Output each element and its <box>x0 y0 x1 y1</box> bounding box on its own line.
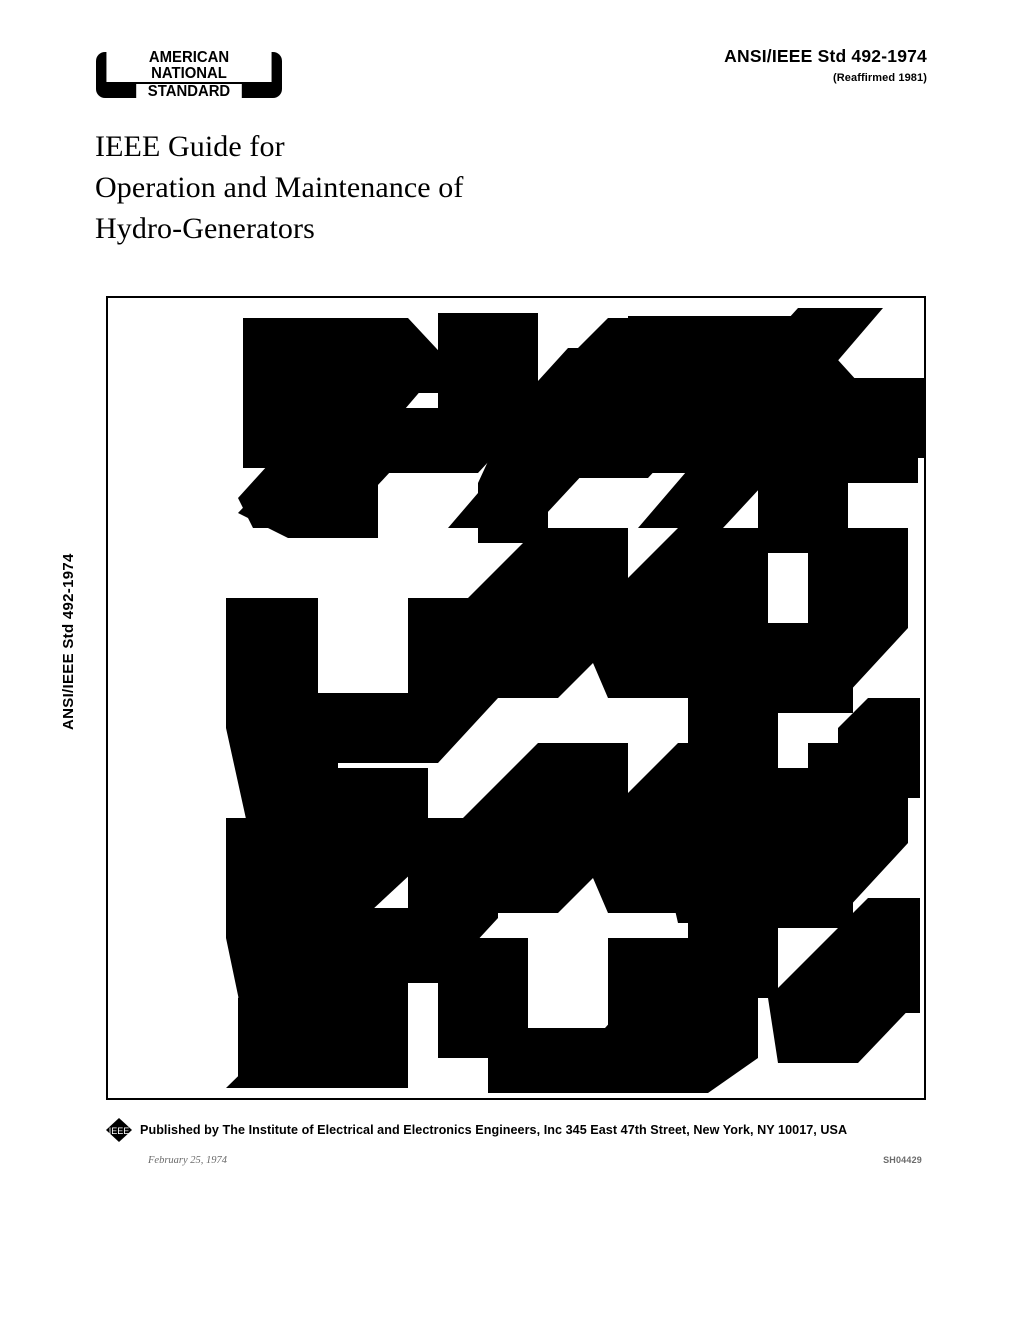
footer-sub-line <box>106 1155 922 1169</box>
american-national-standard-badge <box>96 48 282 101</box>
cover-artwork <box>106 296 926 1100</box>
standard-number-block <box>724 46 927 84</box>
publication-date: February 25, 1974 <box>148 1155 228 1166</box>
document-code: SH04429 <box>883 1155 922 1165</box>
abstract-pattern-icon <box>108 298 924 1098</box>
page-title <box>95 126 463 249</box>
spine-standard-number: ANSI/IEEE Std 492-1974 <box>60 553 77 730</box>
ieee-logo-icon <box>106 1118 132 1142</box>
publisher-text: Published by The Institute of Electrical and Electronics Engineers, Inc 345 East 47th Street, New York, NY 10017, USA <box>140 1123 848 1137</box>
title-line-1: IEEE Guide for <box>95 130 285 163</box>
badge-line-1: AMERICAN NATIONAL <box>106 50 271 83</box>
title-line-3: Hydro-Generators <box>95 212 315 246</box>
reaffirmed-note: (Reaffirmed 1981) <box>832 72 927 84</box>
publisher-line <box>106 1118 922 1142</box>
footer <box>106 1118 922 1169</box>
badge-line-2: STANDARD <box>136 84 242 100</box>
svg-text:IEEE: IEEE <box>108 1126 130 1136</box>
standard-number: ANSI/IEEE Std 492-1974 <box>724 46 927 66</box>
title-line-2: Operation and Maintenance of <box>95 171 464 205</box>
